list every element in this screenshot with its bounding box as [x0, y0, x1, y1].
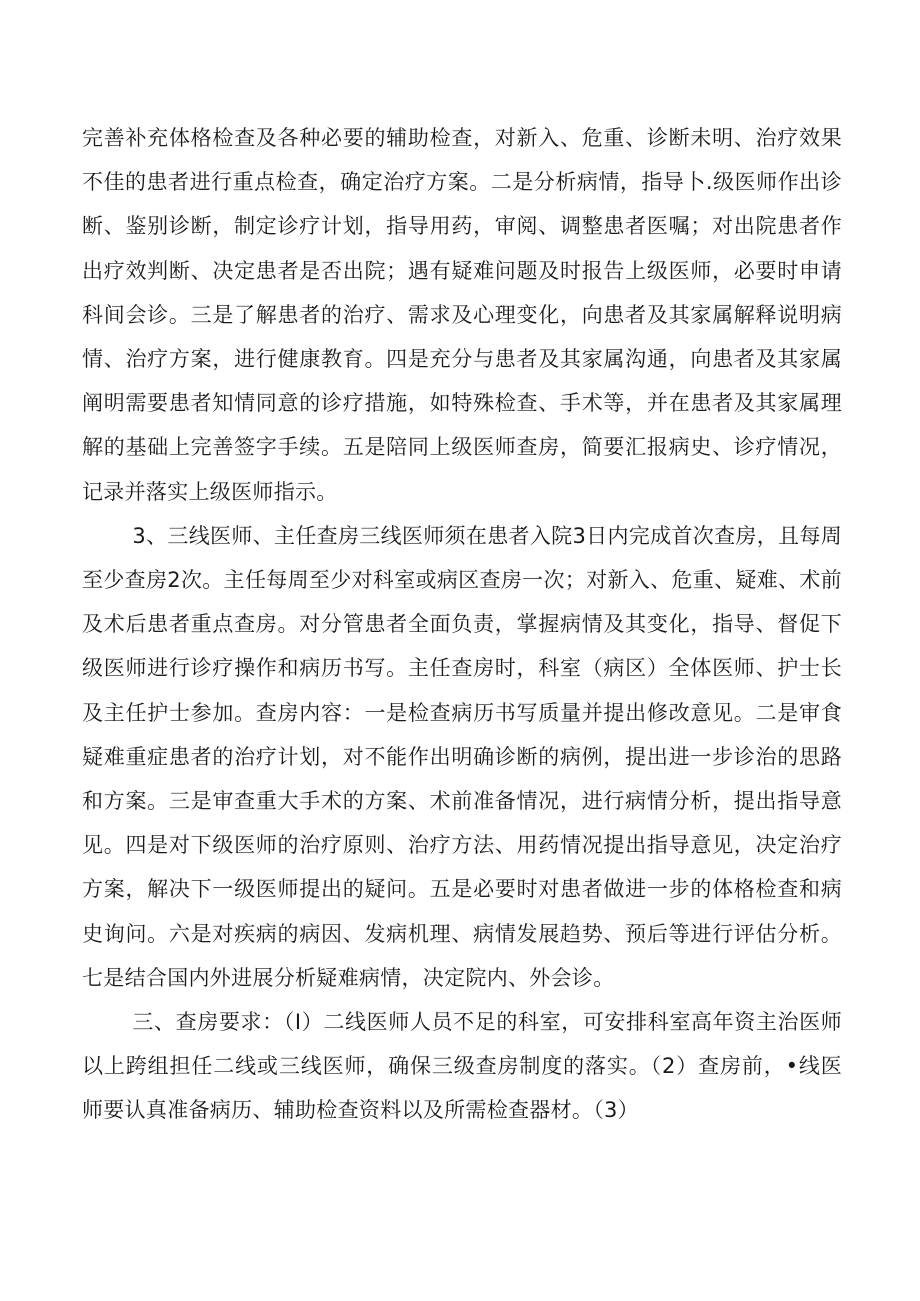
paragraph-third-line-rounds: 3、三线医师、主任查房三线医师须在患者入院3日内完成首次查房，且每周至少查房2次。主任每周至少对科室或病区查房一次；对新入、危重、疑难、术前及术后患者重点查房。对分管患者全面负责，掌握病情及其变化，指导、督促下级医师进行诊疗操作和病历书写。主任查房时，科室（病区）全体医师、护士长及主任护士参加。查房内容：一是检查病历书写质量并提出修改意见。二是审食疑难重症患者的治疗计划，对不能作出明确诊断的病例，提出进一步诊治的思路和方案。三是审查重大手术的方案、术前准备情况，进行病情分析，提出指导意见。四是对下级医师的治疗原则、治疗方法、用药情况提出指导意见，决定治疗方案，解决下一级医师提出的疑问。五是必要时对患者做进一步的体格检查和病史询问。六是对疾病的病因、发病机理、病情发展趋势、预后等进行评估分析。七是结合国内外进展分析疑难病情，决定院内、外会诊。 — [82, 523, 842, 990]
paragraph-resident-duties: 完善补充体格检查及各种必要的辅助检查，对新入、危重、诊断未明、治疗效果不佳的患者进行重点检查，确定治疗方案。二是分析病情，指导卜.级医师作出诊断、鉴别诊断，制定诊疗计划，指导用药，审阅、调整患者医嘱；对出院患者作出疗效判断、决定患者是否出院；遇有疑难问题及时报告上级医师，必要时申请科间会诊。三是了解患者的治疗、需求及心理变化，向患者及其家属解释说明病情、治疗方案，进行健康教育。四是充分与患者及其家属沟通，向患者及其家属阐明需要患者知情同意的诊疗措施，如特殊检查、手术等，并在患者及其家属理解的基础上完善签字手续。五是陪同上级医师查房，简要汇报病史、诊疗情况，记录并落实上级医师指示。 — [82, 126, 842, 504]
paragraph-round-requirements: 三、查房要求：（I）二线医师人员不足的科室，可安排科室高年资主治医师以上跨组担任二线或三线医师，确保三级查房制度的落实。（2）查房前，•线医师要认真准备病历、辅助检查资料以及所需检查器材。（3） — [82, 1010, 842, 1123]
document-body — [82, 116, 842, 1133]
